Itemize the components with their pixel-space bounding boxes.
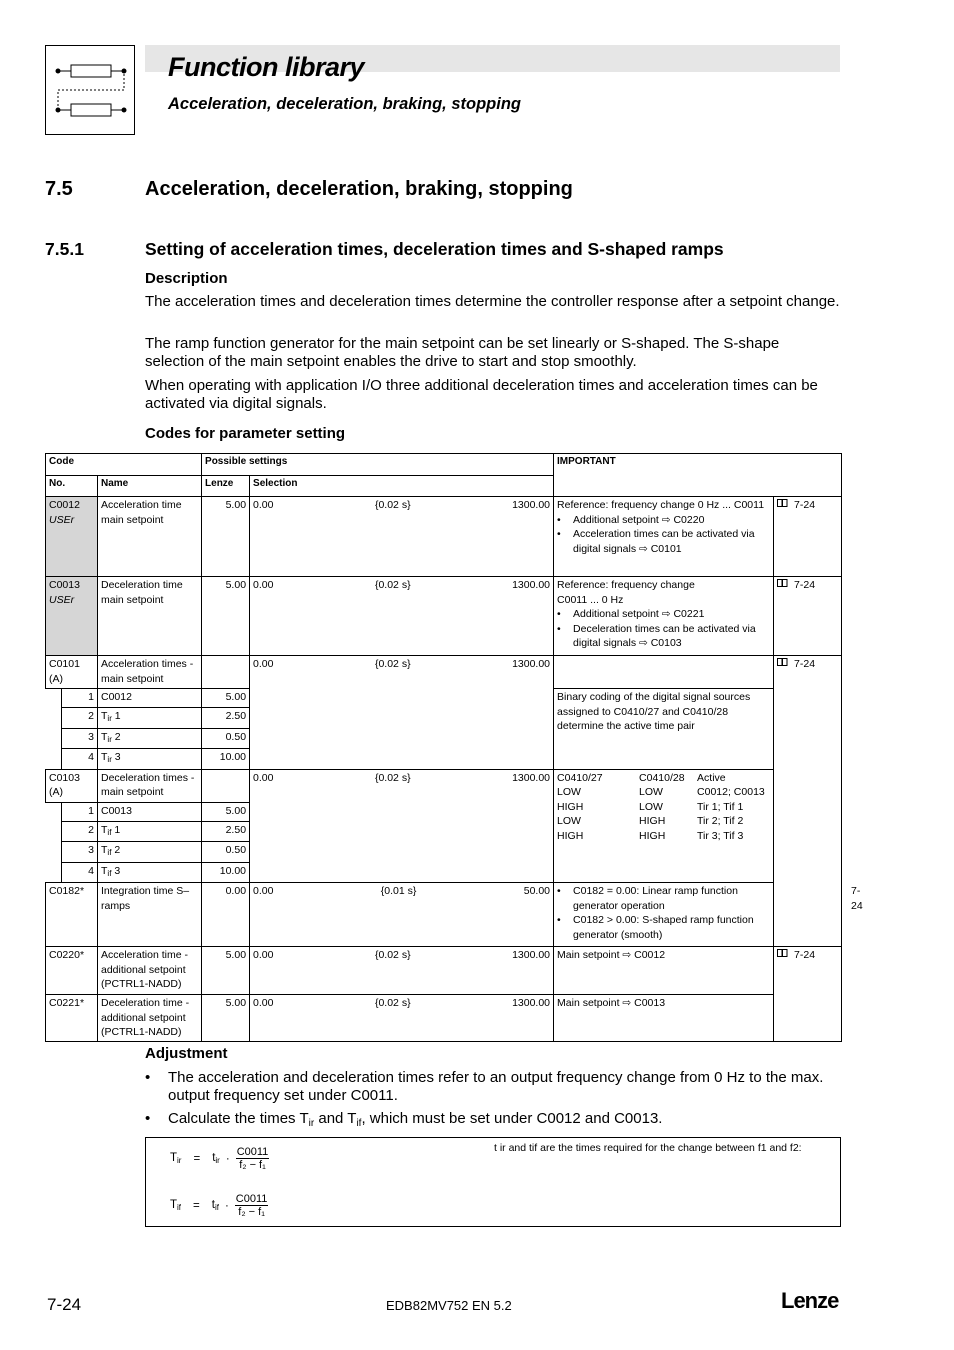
code-suffix: (A): [49, 786, 63, 798]
book-icon: [777, 657, 788, 667]
sub-lenze: 2.50: [202, 708, 250, 729]
selection-cell: [250, 497, 554, 577]
sub-lenze: 0.50: [202, 728, 250, 749]
description-paragraph-3: When operating with application I/O three additional deceleration times and acceleration times can be activated via digital signals.: [145, 377, 818, 412]
reference-cell: [774, 947, 842, 1042]
page-reference: 7-24: [794, 949, 816, 961]
lenze-cell: 5.00: [202, 947, 250, 995]
important-text: C0011 ... 0 Hz: [557, 593, 624, 606]
sub-no: 4: [62, 749, 98, 770]
code-c0103: C0103: [49, 771, 80, 784]
selection-max: 50.00: [523, 885, 551, 897]
header-lenze: Lenze: [202, 476, 250, 497]
subsection-title: Setting of acceleration times, deceleration times and S-shaped ramps: [145, 239, 724, 259]
lenze-cell: 5.00: [202, 577, 250, 656]
code-cell: [46, 577, 98, 656]
important-bullet: C0182 > 0.00: S-shaped ramp function generator (smooth): [573, 914, 754, 941]
formula-tif: $T_{if}$ = $t_{if}$ · $\frac{C0011}{\text{f₂ − f₁}}$: [170, 1193, 268, 1218]
important-bullet: Additional setpoint ⇨ C0221: [573, 608, 705, 620]
parameter-table: [45, 453, 863, 1042]
name-cell: Acceleration times - main setpoint: [98, 656, 202, 689]
description-paragraph-1: The acceleration times and deceleration times determine the controller response after a setpoint change.: [145, 293, 840, 310]
codes-heading: Codes for parameter setting: [145, 425, 346, 442]
page-number: 7-24: [47, 1295, 82, 1314]
page-reference: 7-24: [794, 499, 816, 511]
important-cell: Reference: frequency change 0 Hz ... C0011 • Additional setpoint ⇨ C0220 • Acceleration times can be activated via digital signals ⇨ C0101: [554, 497, 774, 577]
adjustment-bullet-1: • The acceleration and deceleration times refer to an output frequency change from 0 Hz to the max. output frequency set under C0011.: [145, 1069, 824, 1104]
section-title: Acceleration, deceleration, braking, stopping: [145, 178, 573, 200]
code-c0221: C0221*: [46, 995, 98, 1042]
selection-max: 1300.00: [512, 499, 551, 511]
sub-no: 2: [62, 821, 98, 842]
sub-no: 4: [62, 862, 98, 883]
code-c0220: C0220*: [46, 947, 98, 995]
page-reference: 7-24: [794, 579, 816, 591]
formula-note: t ir and tif are the times required for the change between f1 and f2:: [494, 1142, 802, 1154]
sub-lenze: 10.00: [202, 862, 250, 883]
sub-lenze: 10.00: [202, 749, 250, 770]
header-important: IMPORTANT: [554, 454, 842, 497]
important-bullet: C0182 = 0.00: Linear ramp function generator operation: [573, 885, 738, 912]
important-bullet: Deceleration times can be activated via digital signals ⇨ C0103: [573, 622, 756, 649]
table-row: [46, 883, 842, 947]
selection-min: 0.00: [253, 885, 274, 897]
sub-name: $T_{ir}$ 2: [98, 728, 202, 749]
sub-no: 2: [62, 708, 98, 729]
important-text: Reference: frequency change 0 Hz ... C0011: [557, 499, 765, 511]
sub-no: 1: [62, 802, 98, 821]
document-id: EDB82MV752 EN 5.2: [386, 1298, 512, 1313]
selection-step: {0.02 s}: [374, 579, 411, 591]
adjustment-bullet-2: • Calculate the times $T_{ir}$ and $T_{if}$, which must be set under C0012 and C0013.: [145, 1110, 663, 1129]
important-cell: Reference: frequency change C0011 ... 0 Hz • Additional setpoint ⇨ C0221 • Deceleration times can be activated via digital signals ⇨ C0103: [554, 577, 774, 656]
sub-name: $T_{if}$ 1: [98, 821, 202, 842]
selection-min: 0.00: [253, 658, 274, 670]
important-cell: • C0182 = 0.00: Linear ramp function generator operation • C0182 > 0.00: S-shaped ramp function generator (smooth): [554, 883, 774, 947]
selection-max: 1300.00: [512, 997, 551, 1009]
code-suffix: (A): [49, 672, 63, 685]
selection-step: {0.01 s}: [380, 885, 417, 897]
important-bullet: Additional setpoint ⇨ C0220: [573, 513, 705, 526]
sub-no: 3: [62, 842, 98, 863]
page-header-subtitle: Acceleration, deceleration, braking, stopping: [168, 95, 521, 113]
table-row: [46, 995, 842, 1042]
lenze-cell: 5.00: [202, 497, 250, 577]
name-cell: Acceleration time main setpoint: [98, 497, 202, 577]
selection-min: 0.00: [253, 579, 274, 591]
code-c0182: C0182*: [46, 883, 98, 947]
sub-name: C0012: [98, 689, 202, 708]
code-c0101: C0101: [49, 658, 80, 670]
important-bullet: Acceleration times can be activated via digital signals ⇨ C0101: [573, 528, 755, 555]
binary-table-cell: [554, 769, 774, 883]
circuit-icon: [46, 46, 134, 134]
selection-min: 0.00: [253, 771, 274, 784]
header-no: No.: [46, 476, 98, 497]
book-icon: [777, 578, 788, 588]
sub-lenze: 5.00: [202, 802, 250, 821]
sub-lenze: 5.00: [202, 689, 250, 708]
selection-min: 0.00: [253, 997, 274, 1009]
selection-step: {0.02 s}: [374, 949, 411, 961]
name-cell: Deceleration time main setpoint: [98, 577, 202, 656]
sub-name: $T_{if}$ 2: [98, 842, 202, 863]
lenze-cell: 5.00: [202, 995, 250, 1042]
selection-cell: [250, 769, 554, 883]
reference-cell: [774, 577, 842, 656]
selection-max: 1300.00: [512, 949, 551, 961]
name-cell: Integration time S–ramps: [98, 883, 202, 947]
lenze-cell: [202, 656, 250, 689]
sub-lenze: 2.50: [202, 821, 250, 842]
adjustment-heading: Adjustment: [145, 1045, 228, 1062]
header-name: Name: [98, 476, 202, 497]
page-reference: 7-24: [851, 885, 863, 912]
selection-min: 0.00: [253, 949, 274, 961]
important-cell: Main setpoint ⇨ C0012: [554, 947, 774, 995]
formula-box: [145, 1137, 841, 1227]
selection-cell: [250, 995, 554, 1042]
selection-step: {0.02 s}: [374, 658, 411, 670]
name-cell: Acceleration time - additional setpoint (PCTRL1-NADD): [98, 947, 202, 995]
code-c0012: C0012: [49, 499, 80, 511]
important-cell: Main setpoint ⇨ C0013: [554, 995, 774, 1042]
selection-step: {0.02 s}: [374, 997, 411, 1009]
binary-coding-text: Binary coding of the digital signal sources assigned to C0410/27 and C0410/28 determine the active time pair: [557, 691, 751, 732]
selection-max: 1300.00: [512, 579, 551, 591]
header-code: Code: [46, 454, 202, 476]
table-row: [46, 656, 842, 689]
selection-cell: [250, 947, 554, 995]
selection-max: 1300.00: [512, 658, 551, 670]
name-cell: Deceleration time - additional setpoint (PCTRL1-NADD): [98, 995, 202, 1042]
user-menu-marker: USEr: [49, 513, 75, 526]
lenze-cell: [202, 769, 250, 802]
selection-max: 1300.00: [512, 771, 551, 784]
brand-logo: Lenze: [781, 1288, 839, 1313]
book-icon: [777, 948, 788, 958]
sub-lenze: 0.50: [202, 842, 250, 863]
sub-no: 3: [62, 728, 98, 749]
selection-cell: [250, 577, 554, 656]
table-row: [46, 947, 842, 995]
user-menu-marker: USEr: [49, 593, 75, 606]
name-cell: Deceleration times - main setpoint: [98, 769, 202, 802]
code-cell: [46, 656, 98, 689]
section-number: 7.5: [45, 178, 73, 200]
selection-cell: [250, 656, 554, 770]
code-c0013: C0013: [49, 579, 80, 591]
binary-coding-table: C0410/27 C0410/28 Active LOW LOW C0012; C0013 HIGH LOW Tir 1; Tif 1 LOW HIGH Tir 2; Tif 2 HIGH HIGH Tir 3; Tif 3: [557, 771, 765, 842]
code-cell: [46, 497, 98, 577]
sub-name: C0013: [98, 802, 202, 821]
reference-cell: [774, 656, 842, 947]
table-row: [46, 497, 842, 577]
description-heading: Description: [145, 270, 228, 287]
important-text: Reference: frequency change: [557, 579, 695, 591]
selection-step: {0.02 s}: [374, 499, 411, 511]
header-selection: Selection: [250, 476, 554, 497]
table-row: [46, 577, 842, 656]
page-reference: 7-24: [794, 658, 816, 670]
selection-cell: [250, 883, 554, 947]
lenze-cell: 0.00: [202, 883, 250, 947]
binary-coding-cell: [554, 689, 774, 770]
selection-step: {0.02 s}: [374, 771, 411, 784]
subsection-number: 7.5.1: [45, 239, 84, 259]
table-row: [46, 769, 842, 802]
header-possible-settings: Possible settings: [202, 454, 554, 476]
important-cell: [554, 656, 774, 689]
selection-min: 0.00: [253, 499, 274, 511]
reference-cell: [774, 497, 842, 577]
code-cell: [46, 769, 98, 802]
page-header-title: Function library: [168, 52, 365, 82]
function-library-icon: [45, 45, 135, 135]
sub-name: $T_{if}$ 3: [98, 862, 202, 883]
description-paragraph-2: The ramp function generator for the main setpoint can be set linearly or S-shaped. The S-shape selection of the main setpoint enables the drive to start and stop smoothly.: [145, 335, 780, 370]
sub-name: $T_{ir}$ 1: [98, 708, 202, 729]
book-icon: [777, 498, 788, 508]
sub-name: $T_{ir}$ 3: [98, 749, 202, 770]
sub-no: 1: [62, 689, 98, 708]
formula-tir: $T_{ir}$ = $t_{ir}$ · $\frac{C0011}{\text{f₂ − f₁}}$: [170, 1146, 269, 1171]
